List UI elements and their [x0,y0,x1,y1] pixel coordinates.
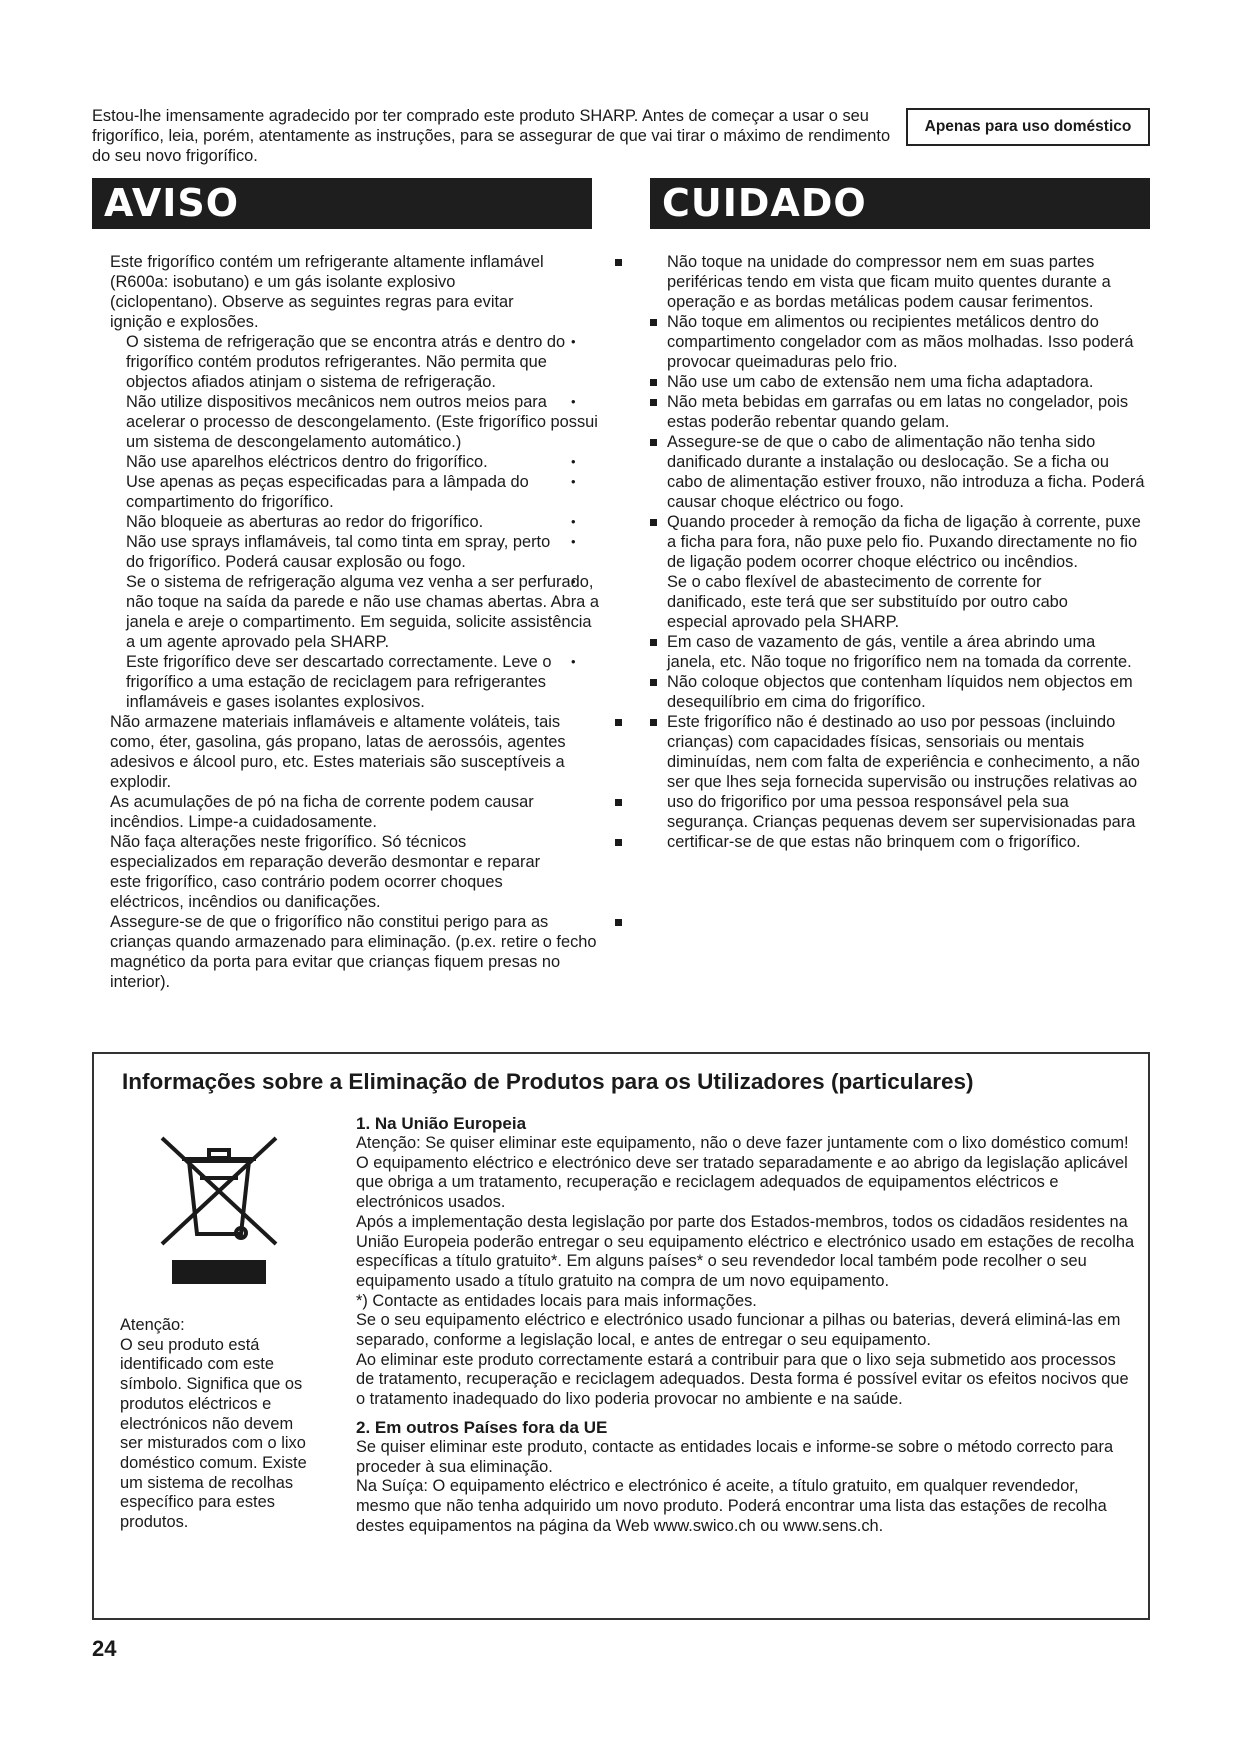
cuidado-heading: CUIDADO [650,178,1150,229]
other-countries-heading: 2. Em outros Países fora da UE [356,1417,608,1437]
aviso-sub-item: Não use aparelhos eléctricos dentro do frigorífico. • [126,452,601,472]
aviso-sub-item: Este frigorífico deve ser descartado correctamente. Leve o frigorífico a uma estação de reciclagem para refrigerantes inflamáveis e gases isolantes explosivos. • [126,652,601,712]
crossed-out-wheelie-bin-icon [154,1126,284,1286]
eu-paragraph: Ao eliminar este produto correctamente estará a contribuir para que o lixo seja submetido aos processos de tratamento, recuperação e reciclagem adequados. Desta forma é possível evitar os efeitos nocivos que o tratamento inadequado do lixo poderia provocar no ambiente e na saúde. [356,1350,1129,1409]
cuidado-item: Não toque em alimentos ou recipientes metálicos dentro do compartimento congelador com as mãos molhadas. Isso poderá provocar queimaduras pelo frio. [650,312,1137,372]
page-number: 24 [92,1636,117,1661]
aviso-sublist [110,332,630,712]
aviso-sub-item: Se o sistema de refrigeração alguma vez venha a ser perfurado, não toque na saída da parede e não use chamas abertas. Abra a janela e areje o compartimento. Em seguida, solicite assistência a um agente aprovado pela SHARP. • [126,572,601,652]
cuidado-section [650,252,1150,852]
disposal-text [356,1114,1136,1536]
aviso-sub-item: Não utilize dispositivos mecânicos nem outros meios para acelerar o processo de descongelamento. (Este frigorífico possui um sistema de descongelamento automático.) • [126,392,601,452]
cuidado-item: Quando proceder à remoção da ficha de ligação à corrente, puxe a ficha para fora, não puxe pelo fio. Puxando directamente no fio de ligação podem ocorrer choque eléctrico ou incêndios. [650,512,1147,572]
cuidado-item: Assegure-se de que o cabo de alimentação não tenha sido danificado durante a instalação ou deslocação. Se a ficha ou cabo de alimentação estiver frouxo, não introduza a ficha. Poderá causar choque eléctrico ou fogo. [650,432,1147,512]
cuidado-item: Não toque na unidade do compressor nem em suas partes periféricas tendo em vista que ficam muito quentes durante a operação e as bordas metálicas podem causar ferimentos. [667,253,1111,311]
aviso-item: Não faça alterações neste frigorífico. Só técnicos especializados em reparação deverão desmontar e reparar este frigorífico, caso contrário podem ocorrer choques eléctricos, incêndios ou danificações. [110,832,550,912]
symbol-note [120,1316,320,1533]
other-paragraph: Na Suíça: O equipamento eléctrico e electrónico é aceite, a título gratuito, em qualquer revendedor, mesmo que não tenha adquirido um novo produto. Poderá encontrar uma lista das estações de recolha destes equipamentos na página da Web www.swico.ch ou www.sens.ch. [356,1477,1107,1535]
eu-paragraph: O equipamento eléctrico e electrónico deve ser tratado separadamente e ao abrigo da legislação aplicável que obriga a um tratamento, recuperação e reciclagem adequados de equipamentos eléctricos e electrónicos usados. [356,1153,1128,1212]
eu-paragraph: Se o seu equipamento eléctrico e electrónico usado funcionar a pilhas ou baterias, deverá eliminá-las em separado, conforme a legislação local, e antes de entregar o seu equipamento. [356,1311,1121,1350]
aviso-sub-item: Não use sprays inflamáveis, tal como tinta em spray, perto do frigorífico. Poderá causar explosão ou fogo. • [126,532,566,572]
aviso-item: As acumulações de pó na ficha de corrente podem causar incêndios. Limpe-a cuidadosamente. [110,792,600,832]
aviso-section [110,252,630,992]
eu-paragraph: *) Contacte as entidades locais para mais informações. [356,1291,757,1310]
cuidado-item: Em caso de vazamento de gás, ventile a área abrindo uma janela, etc. Não toque no frigorífico nem na tomada da corrente. [650,632,1147,672]
symbol-note-title: Atenção: [120,1316,185,1334]
cuidado-item: Não use um cabo de extensão nem uma ficha adaptadora. [650,372,1147,392]
eu-paragraph: Após a implementação desta legislação por parte dos Estados-membros, todos os cidadãos residentes na União Europeia poderão entregar o seu equipamento eléctrico e electrónico usado em estações de recolha específicas a título gratuito*. Em alguns países* o seu revendedor local também pode recolher o seu equipamento usado a título gratuito na compra de um novo equipamento. [356,1212,1135,1290]
cuidado-item: Não meta bebidas em garrafas ou em latas no congelador, pois estas poderão rebentar quando gelam. [650,392,1147,432]
disposal-title: Informações sobre a Eliminação de Produtos para os Utilizadores (particulares) [122,1069,974,1094]
aviso-heading: AVISO [92,178,592,229]
symbol-note-text: O seu produto está identificado com este símbolo. Significa que os produtos eléctricos e electrónicos não devem ser misturados com o lixo doméstico comum. Existe um sistema de recolhas específico para estes produtos. [120,1335,307,1532]
domestic-use-label: Apenas para uso doméstico [906,108,1150,146]
aviso-lead: Este frigorífico contém um refrigerante altamente inflamável (R600a: isobutano) e um gás isolante explosivo (ciclopentano). Observe as seguintes regras para evitar ignição e explosões. [110,252,555,332]
aviso-item: Assegure-se de que o frigorífico não constitui perigo para as crianças quando armazenado para eliminação. (p.ex. retire o fecho magnético da porta para evitar que crianças fiquem presas no interior). [110,912,600,992]
eu-heading: 1. Na União Europeia [356,1114,527,1133]
cuidado-item: Se o cabo flexível de abastecimento de corrente for danificado, este terá que ser substituído por outro cabo especial aprovado pela SHARP. [667,573,1068,631]
aviso-sub-item: Não bloqueie as aberturas ao redor do frigorífico. • [126,512,601,532]
aviso-sub-item: O sistema de refrigeração que se encontra atrás e dentro do frigorífico contém produtos refrigerantes. Não permita que objectos afiados atinjam o sistema de refrigeração. • [126,332,571,392]
eu-paragraph: Atenção: Se quiser eliminar este equipamento, não o deve fazer juntamente com o lixo doméstico comum! [356,1134,1129,1152]
intro-text: Estou-lhe imensamente agradecido por ter comprado este produto SHARP. Antes de começar a usar o seu frigorífico, leia, porém, atentamente as instruções, para se assegurar de que vai tirar o máximo de rendimento do seu novo frigorífico. [92,107,891,165]
disposal-info-box [92,1052,1150,1620]
other-paragraph: Se quiser eliminar este produto, contacte as entidades locais e informe-se sobre o método correcto para proceder à sua eliminação. [356,1437,1114,1476]
aviso-sub-item: Use apenas as peças especificadas para a lâmpada do compartimento do frigorífico. • [126,472,601,512]
cuidado-item: Não coloque objectos que contenham líquidos nem objectos em desequilíbrio em cima do frigorífico. [650,672,1147,712]
aviso-item: Não armazene materiais inflamáveis e altamente voláteis, tais como, éter, gasolina, gás propano, latas de aerossóis, agentes adesivos e álcool puro, etc. Estes materiais são susceptíveis a explodir. [110,712,600,792]
cuidado-item: Este frigorífico não é destinado ao uso por pessoas (incluindo crianças) com capacidades físicas, sensoriais ou mentais diminuídas, nem com falta de experiência e conhecimento, a não ser que lhes seja fornecida supervisão ou instruções relativas ao uso do frigorifico por uma pessoa responsável pela sua segurança. Crianças pequenas devem ser supervisionadas para certificar-se de que estas não brinquem com o frigorífico. [650,712,1147,852]
